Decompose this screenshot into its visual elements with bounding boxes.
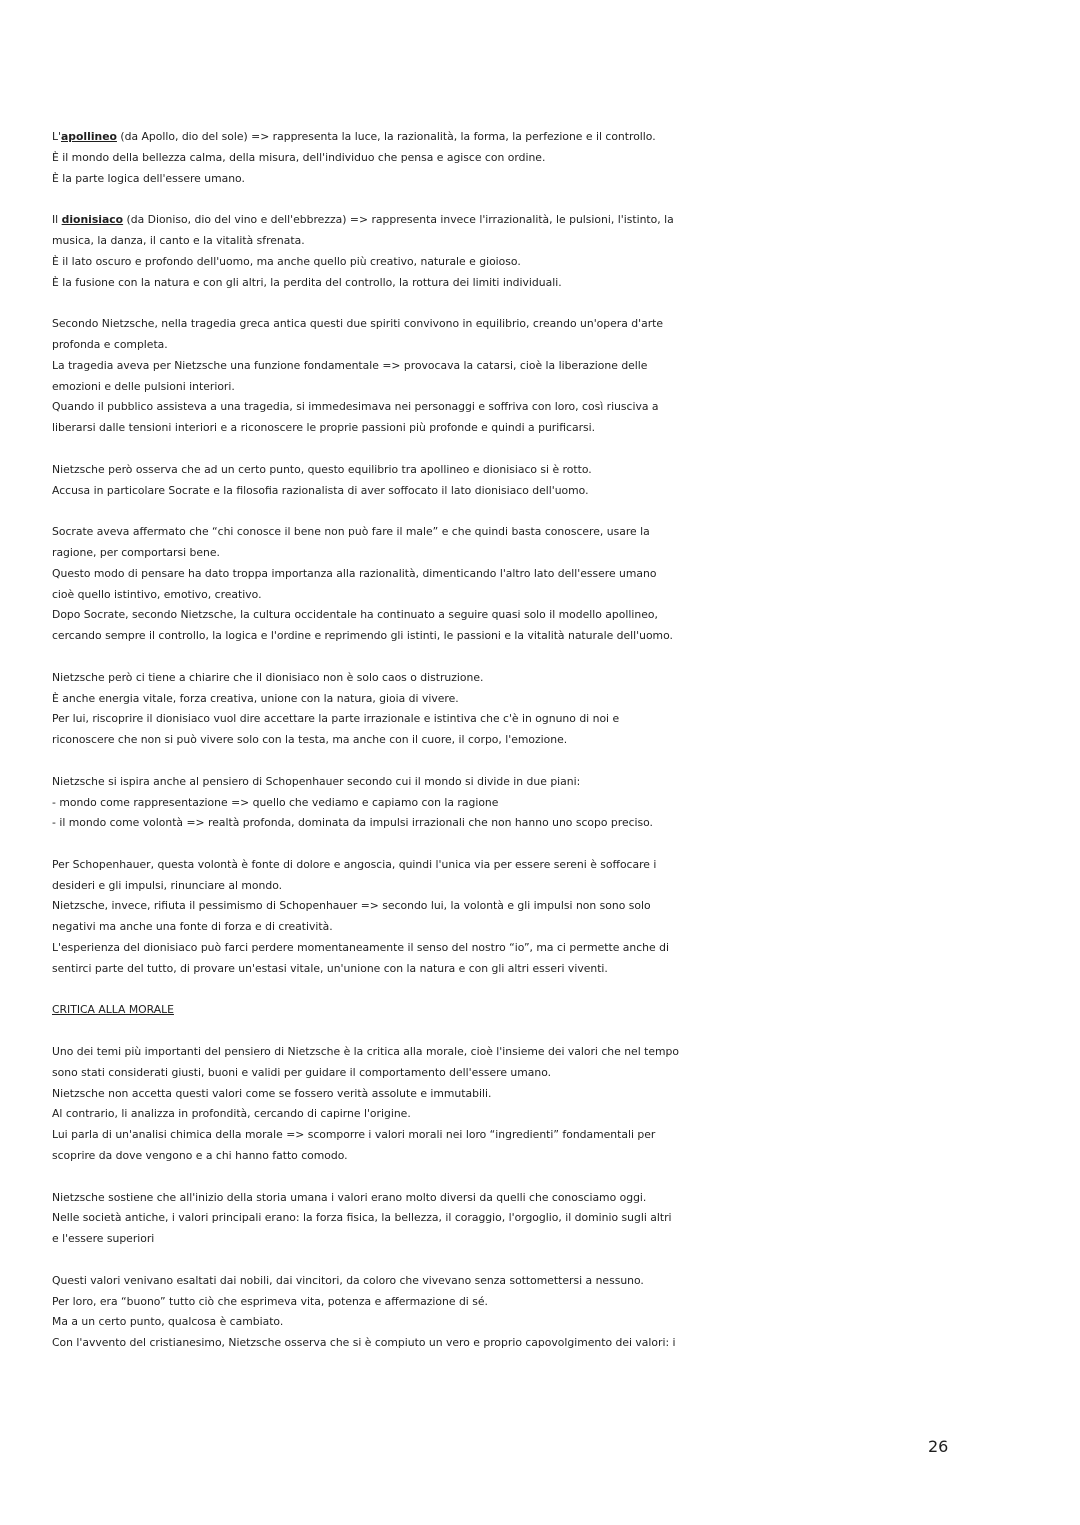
text-run: Accusa in particolare Socrate e la filosofia razionalista di aver soffocato il lato dionisiaco dell'uomo. bbox=[52, 483, 589, 497]
paragraph-gap bbox=[52, 439, 1042, 460]
text-run: musica, la danza, il canto e la vitalità sfrenata. bbox=[52, 233, 305, 247]
text-run: - il mondo come volontà => realtà profonda, dominata da impulsi irrazionali che non hanno uno scopo preciso. bbox=[52, 816, 653, 830]
paragraph-gap bbox=[52, 501, 1042, 522]
text-line bbox=[52, 1104, 1042, 1125]
text-line bbox=[52, 252, 1042, 273]
text-line bbox=[52, 377, 1042, 398]
text-line bbox=[52, 460, 1042, 481]
text-run: sentirci parte del tutto, di provare un'estasi vitale, un'unione con la natura e con gli altri esseri viventi. bbox=[52, 961, 608, 975]
paragraph-gap bbox=[52, 189, 1042, 210]
paragraph bbox=[52, 460, 1042, 502]
text-line bbox=[52, 1146, 1042, 1167]
text-run: È il lato oscuro e profondo dell'uomo, ma anche quello più creativo, naturale e gioioso. bbox=[52, 254, 521, 268]
text-run: Per loro, era “buono” tutto ciò che esprimeva vita, potenza e affermazione di sé. bbox=[52, 1294, 488, 1308]
text-line bbox=[52, 917, 1042, 938]
text-line bbox=[52, 169, 1042, 190]
text-line bbox=[52, 855, 1042, 876]
text-run: Lui parla di un'analisi chimica della morale => scomporre i valori morali nei loro “ingredienti” fondamentali per bbox=[52, 1128, 656, 1142]
text-line bbox=[52, 876, 1042, 897]
text-line bbox=[52, 585, 1042, 606]
document-body bbox=[52, 127, 1042, 1354]
text-line bbox=[52, 335, 1042, 356]
text-line bbox=[52, 127, 1042, 148]
text-run: Nietzsche, invece, rifiuta il pessimismo di Schopenhauer => secondo lui, la volontà e gli impulsi non sono solo bbox=[52, 899, 651, 913]
text-run: (da Apollo, dio del sole) => rappresenta la luce, la razionalità, la forma, la perfezione e il controllo. bbox=[116, 130, 656, 143]
text-line bbox=[52, 1271, 1042, 1292]
page-number: 26 bbox=[928, 1437, 949, 1456]
text-run: riconoscere che non si può vivere solo con la testa, ma anche con il cuore, il corpo, l'emozione. bbox=[52, 733, 568, 747]
paragraph bbox=[52, 1271, 1042, 1354]
text-line bbox=[52, 418, 1042, 439]
text-run: Uno dei temi più importanti del pensiero di Nietzsche è la critica alla morale, cioè l'insieme dei valori che nel tempo bbox=[52, 1045, 679, 1059]
paragraph-gap bbox=[52, 980, 1042, 1001]
text-run: cercando sempre il controllo, la logica e l'ordine e reprimendo gli istinti, le passioni e la vitalità naturale dell'uomo. bbox=[52, 629, 673, 643]
paragraph bbox=[52, 668, 1042, 751]
paragraph-gap bbox=[52, 1021, 1042, 1042]
paragraph bbox=[52, 1188, 1042, 1250]
paragraph bbox=[52, 127, 1042, 189]
text-line bbox=[52, 793, 1042, 814]
text-run: È il mondo della bellezza calma, della misura, dell'individuo che pensa e agisce con ordine. bbox=[52, 150, 546, 164]
text-run: Questi valori venivano esaltati dai nobili, dai vincitori, da coloro che vivevano senza sottomettersi a nessuno. bbox=[52, 1273, 644, 1287]
text-line bbox=[52, 1208, 1042, 1229]
text-run: È la parte logica dell'essere umano. bbox=[52, 171, 245, 185]
text-run: Nietzsche però ci tiene a chiarire che il dionisiaco non è solo caos o distruzione. bbox=[52, 670, 484, 684]
text-line bbox=[52, 273, 1042, 294]
text-run: liberarsi dalle tensioni interiori e a riconoscere le proprie passioni più profonde e quindi a purificarsi. bbox=[52, 421, 596, 435]
text-line bbox=[52, 1229, 1042, 1250]
text-run: Questo modo di pensare ha dato troppa importanza alla razionalità, dimenticando l'altro lato dell'essere umano bbox=[52, 566, 657, 580]
text-line bbox=[52, 1125, 1042, 1146]
text-line bbox=[52, 210, 1042, 231]
text-run: negativi ma anche una fonte di forza e di creatività. bbox=[52, 920, 333, 934]
text-line bbox=[52, 1292, 1042, 1313]
text-run: Nietzsche si ispira anche al pensiero di Schopenhauer secondo cui il mondo si divide in due piani: bbox=[52, 774, 581, 788]
text-line bbox=[52, 1188, 1042, 1209]
text-line bbox=[52, 772, 1042, 793]
text-run: ragione, per comportarsi bene. bbox=[52, 545, 220, 559]
text-run: desideri e gli impulsi, rinunciare al mondo. bbox=[52, 878, 283, 892]
text-line bbox=[52, 1312, 1042, 1333]
text-run: sono stati considerati giusti, buoni e validi per guidare il comportamento dell'essere umano. bbox=[52, 1065, 552, 1079]
text-run: Nelle società antiche, i valori principali erano: la forza fisica, la bellezza, il coraggio, l'orgoglio, il dominio sugli altri bbox=[52, 1211, 672, 1225]
paragraph bbox=[52, 772, 1042, 834]
paragraph-gap bbox=[52, 751, 1042, 772]
text-line bbox=[52, 522, 1042, 543]
text-run: Secondo Nietzsche, nella tragedia greca antica questi due spiriti convivono in equilibrio, creando un'opera d'arte bbox=[52, 317, 664, 331]
text-line bbox=[52, 564, 1042, 585]
text-run: Con l'avvento del cristianesimo, Nietzsche osserva che si è compiuto un vero e proprio capovolgimento dei valori: i bbox=[52, 1336, 676, 1350]
text-run: cioè quello istintivo, emotivo, creativo. bbox=[52, 587, 262, 601]
text-line bbox=[52, 896, 1042, 917]
paragraph-gap bbox=[52, 1167, 1042, 1188]
text-run: Dopo Socrate, secondo Nietzsche, la cultura occidentale ha continuato a seguire quasi solo il modello apollineo, bbox=[52, 608, 658, 622]
key-term: dionisiaco bbox=[61, 213, 124, 227]
text-run: e l'essere superiori bbox=[52, 1232, 155, 1246]
text-run: Per Schopenhauer, questa volontà è fonte di dolore e angoscia, quindi l'unica via per essere sereni è soffocare i bbox=[52, 857, 657, 871]
text-run: emozioni e delle pulsioni interiori. bbox=[52, 379, 235, 393]
text-line bbox=[52, 1063, 1042, 1084]
text-line bbox=[52, 626, 1042, 647]
text-line bbox=[52, 543, 1042, 564]
text-line bbox=[52, 481, 1042, 502]
text-line bbox=[52, 605, 1042, 626]
section-heading bbox=[52, 1000, 1042, 1021]
paragraph bbox=[52, 855, 1042, 980]
section-heading-block bbox=[52, 1000, 1042, 1021]
text-run: L'esperienza del dionisiaco può farci perdere momentaneamente il senso del nostro “io”, ma ci permette anche di bbox=[52, 941, 669, 955]
paragraph-gap bbox=[52, 293, 1042, 314]
paragraph-gap bbox=[52, 647, 1042, 668]
text-line bbox=[52, 356, 1042, 377]
paragraph bbox=[52, 522, 1042, 647]
text-line bbox=[52, 231, 1042, 252]
text-run: - mondo come rappresentazione => quello che vediamo e capiamo con la ragione bbox=[52, 795, 499, 809]
text-run: Nietzsche sostiene che all'inizio della storia umana i valori erano molto diversi da quelli che conosciamo oggi. bbox=[52, 1190, 647, 1204]
text-line bbox=[52, 730, 1042, 751]
text-run: Socrate aveva affermato che “chi conosce il bene non può fare il male” e che quindi basta conoscere, usare la bbox=[52, 525, 650, 539]
text-run: Ma a un certo punto, qualcosa è cambiato. bbox=[52, 1315, 284, 1329]
text-line bbox=[52, 1333, 1042, 1354]
text-run: Nietzsche non accetta questi valori come se fossero verità assolute e immutabili. bbox=[52, 1086, 492, 1100]
text-line bbox=[52, 668, 1042, 689]
text-run: (da Dioniso, dio del vino e dell'ebbrezza) => rappresenta invece l'irrazionalità, le pulsioni, l'istinto, la bbox=[123, 213, 674, 227]
text-run: La tragedia aveva per Nietzsche una funzione fondamentale => provocava la catarsi, cioè la liberazione delle bbox=[52, 358, 648, 372]
text-run: Al contrario, li analizza in profondità, cercando di capirne l'origine. bbox=[52, 1107, 411, 1121]
text-run: Per lui, riscoprire il dionisiaco vuol dire accettare la parte irrazionale e istintiva che c'è in ognuno di noi e bbox=[52, 712, 620, 726]
text-line bbox=[52, 397, 1042, 418]
text-line bbox=[52, 148, 1042, 169]
text-line bbox=[52, 689, 1042, 710]
text-line bbox=[52, 1084, 1042, 1105]
text-line bbox=[52, 709, 1042, 730]
text-line bbox=[52, 959, 1042, 980]
text-run: Nietzsche però osserva che ad un certo punto, questo equilibrio tra apollineo e dionisiaco si è rotto. bbox=[52, 462, 592, 476]
text-run: Il bbox=[52, 213, 62, 227]
text-line bbox=[52, 1042, 1042, 1063]
key-term: apollineo bbox=[60, 130, 117, 143]
text-run: È la fusione con la natura e con gli altri, la perdita del controllo, la rottura dei limiti individuali. bbox=[52, 275, 562, 289]
text-line bbox=[52, 813, 1042, 834]
paragraph bbox=[52, 210, 1042, 293]
text-run: CRITICA ALLA MORALE bbox=[52, 1003, 174, 1017]
text-run: Quando il pubblico assisteva a una tragedia, si immedesimava nei personaggi e soffriva con loro, così riusciva a bbox=[52, 400, 659, 414]
text-line bbox=[52, 938, 1042, 959]
text-run: scoprire da dove vengono e a chi hanno fatto comodo. bbox=[52, 1149, 348, 1163]
text-run: È anche energia vitale, forza creativa, unione con la natura, gioia di vivere. bbox=[52, 691, 459, 705]
paragraph bbox=[52, 314, 1042, 439]
text-run: L' bbox=[52, 130, 61, 143]
text-line bbox=[52, 314, 1042, 335]
text-run: profonda e completa. bbox=[52, 337, 168, 351]
paragraph-gap bbox=[52, 834, 1042, 855]
paragraph-gap bbox=[52, 1250, 1042, 1271]
paragraph bbox=[52, 1042, 1042, 1167]
